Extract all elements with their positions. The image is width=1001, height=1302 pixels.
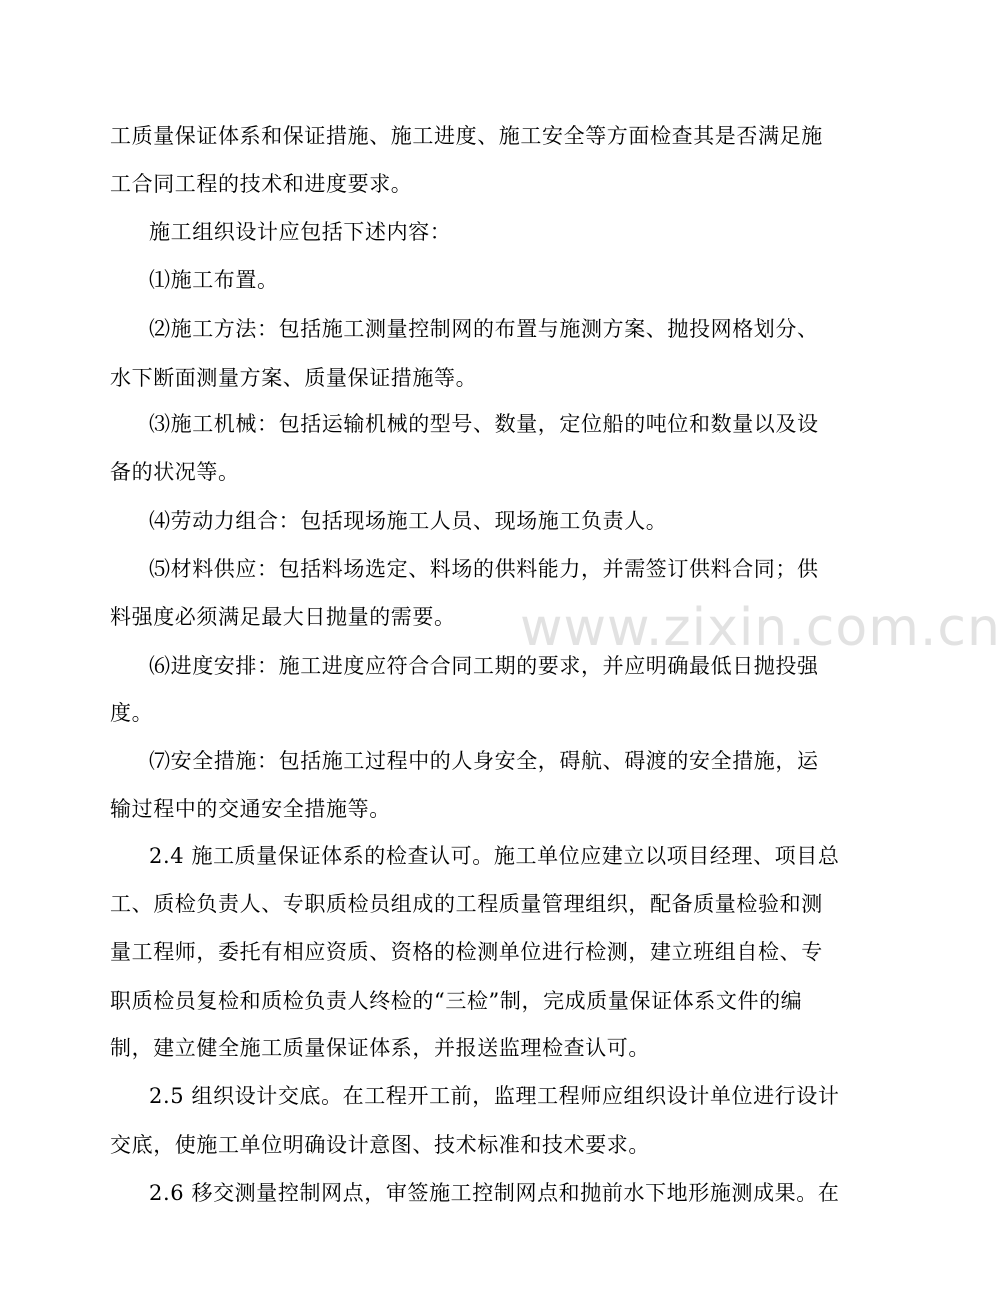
text-line: 2.6 移交测量控制网点，审签施工控制网点和抛前水下地形施测成果。在 xyxy=(149,1181,840,1205)
text-line: ⑸材料供应：包括料场选定、料场的供料能力，并需签订供料合同；供 xyxy=(149,557,819,581)
text-line: ⑹进度安排：施工进度应符合合同工期的要求，并应明确最低日抛投强 xyxy=(149,654,819,678)
text-line: 水下断面测量方案、质量保证措施等。 xyxy=(110,366,478,390)
text-line: ⑺安全措施：包括施工过程中的人身安全，碍航、碍渡的安全措施，运 xyxy=(149,749,819,773)
watermark: www.zixin.com.cn xyxy=(520,598,1001,658)
text-line: 度。 xyxy=(110,701,154,725)
text-line: 交底，使施工单位明确设计意图、技术标准和技术要求。 xyxy=(110,1133,650,1157)
text-line: 工质量保证体系和保证措施、施工进度、施工安全等方面检查其是否满足施 xyxy=(110,124,823,148)
text-line: ⑷劳动力组合：包括现场施工人员、现场施工负责人。 xyxy=(149,509,668,533)
text-line: 职质检员复检和质检负责人终检的“三检”制，完成质量保证体系文件的编 xyxy=(110,989,803,1013)
text-line: 备的状况等。 xyxy=(110,460,240,484)
text-line: 工、质检负责人、专职质检员组成的工程质量管理组织，配备质量检验和测 xyxy=(110,892,823,916)
text-line: 2.5 组织设计交底。在工程开工前，监理工程师应组织设计单位进行设计 xyxy=(149,1084,840,1108)
text-line: 量工程师，委托有相应资质、资格的检测单位进行检测，建立班组自检、专 xyxy=(110,940,823,964)
text-line: 2.4 施工质量保证体系的检查认可。施工单位应建立以项目经理、项目总 xyxy=(149,844,840,868)
text-line: ⑶施工机械：包括运输机械的型号、数量，定位船的吨位和数量以及设 xyxy=(149,412,819,436)
text-line: 输过程中的交通安全措施等。 xyxy=(110,797,391,821)
text-line: 工合同工程的技术和进度要求。 xyxy=(110,172,413,196)
text-line: 制，建立健全施工质量保证体系，并报送监理检查认可。 xyxy=(110,1036,650,1060)
text-line: ⑴施工布置。 xyxy=(149,268,279,292)
text-line: 料强度必须满足最大日抛量的需要。 xyxy=(110,605,456,629)
text-line: 施工组织设计应包括下述内容： xyxy=(149,220,452,244)
text-line: ⑵施工方法：包括施工测量控制网的布置与施测方案、抛投网格划分、 xyxy=(149,317,819,341)
